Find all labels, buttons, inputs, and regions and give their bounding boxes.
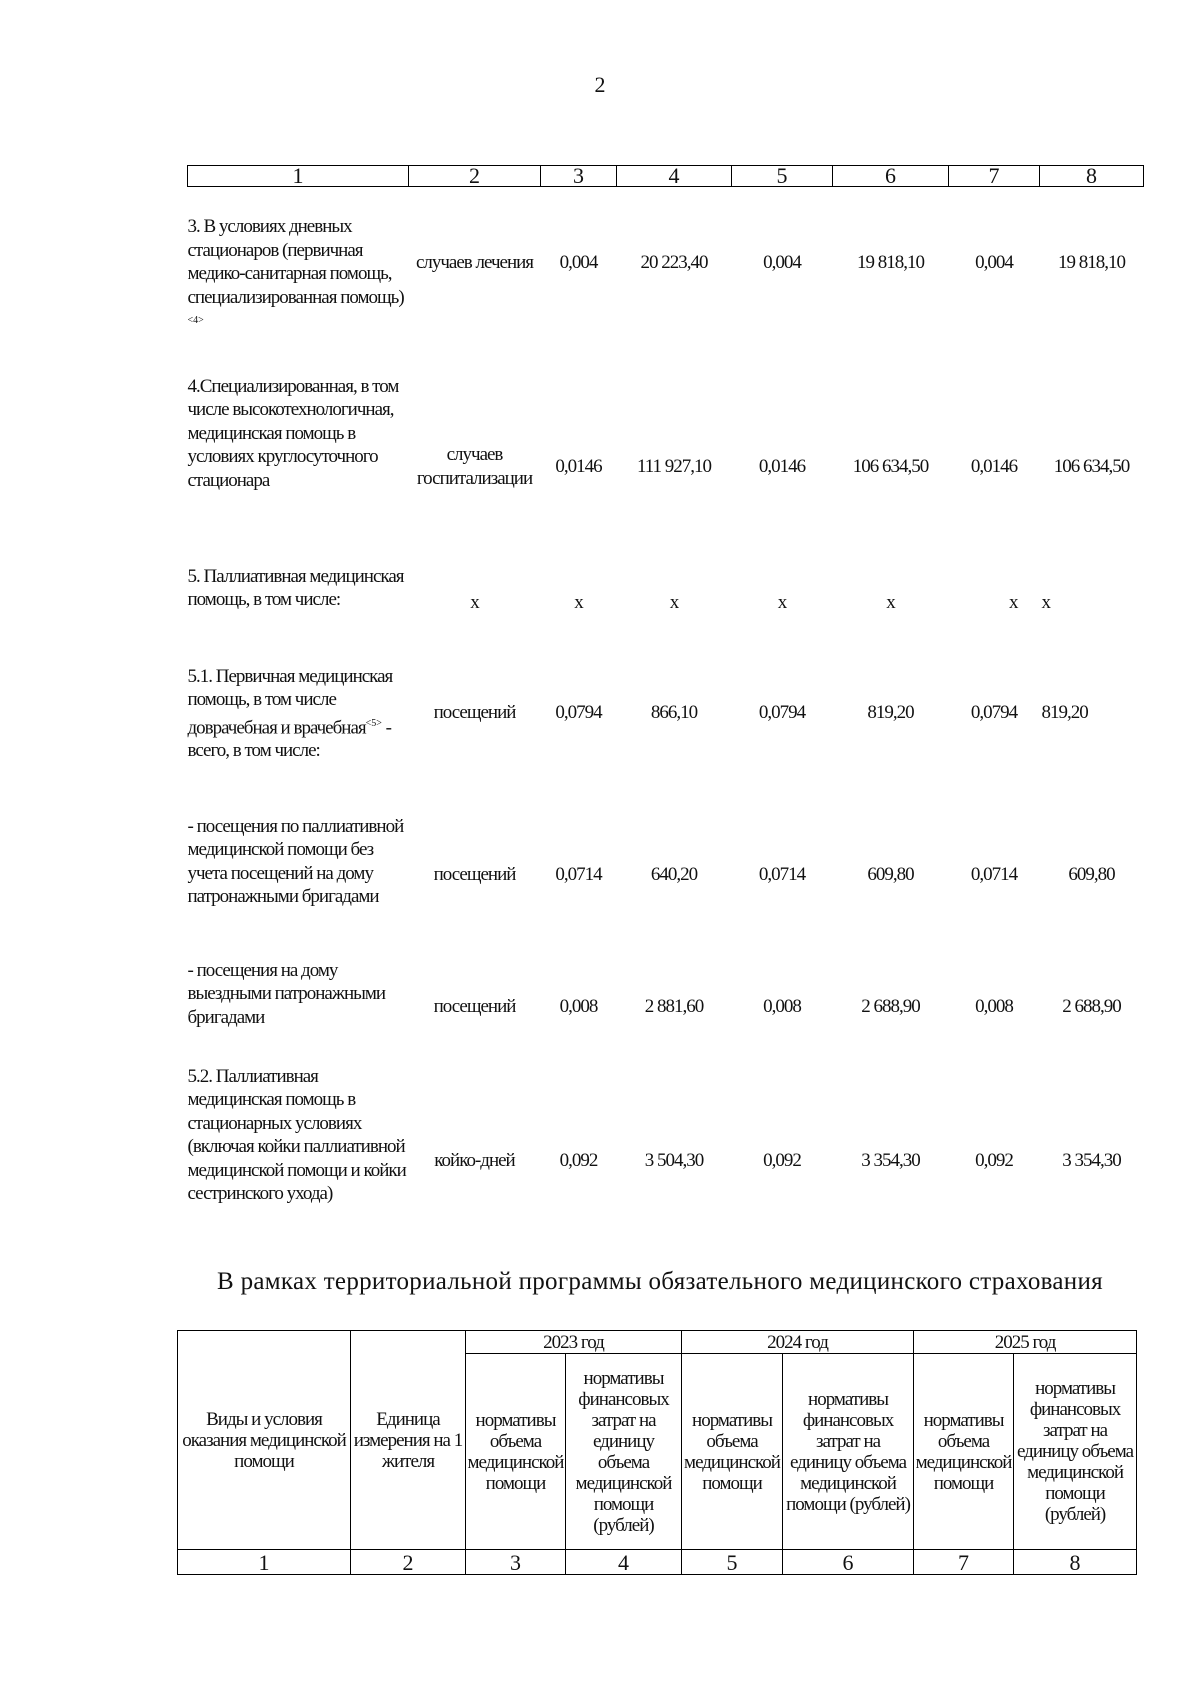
row-name: - посещения на дому выездными патронажными бригадами — [187, 959, 386, 1028]
col-number: 4 — [566, 1550, 682, 1575]
upper-table — [187, 165, 1144, 1259]
value-cell: 2 881,60 — [644, 995, 704, 1017]
header-volume: нормативы объема медицинской помощи — [682, 1354, 783, 1550]
table-row — [188, 1063, 1144, 1259]
value-cell: 106 634,50 — [1053, 455, 1130, 477]
header-unit: Единица измерения на 1 жителя — [351, 1331, 466, 1550]
value-cell: 866,10 — [650, 701, 698, 723]
unit-cell: посещений — [433, 701, 516, 723]
unit-cell: посещений — [433, 863, 516, 885]
value-cell: 819,20 — [867, 701, 914, 723]
col-number: 3 — [466, 1550, 566, 1575]
header-kinds-of-care: Виды и условия оказания медицинской помощи — [178, 1331, 351, 1550]
value-cell: 0,004 — [763, 252, 801, 273]
header-finance: нормативы финансовых затрат на единицу объема медицинской помощи (рублей) — [1014, 1354, 1137, 1550]
value-cell: 0,0794 — [970, 701, 1018, 723]
section-title: В рамках территориальной программы обязательного медицинского страхования — [217, 1268, 1103, 1295]
footnote-mark: <5> — [365, 717, 382, 729]
col-number: 8 — [1014, 1550, 1137, 1575]
value-cell: 609,80 — [867, 863, 914, 885]
value-cell: 0,0794 — [555, 701, 602, 723]
value-cell: 0,0146 — [970, 455, 1018, 477]
col-number: 7 — [914, 1550, 1014, 1575]
table-row — [188, 651, 1144, 799]
header-volume: нормативы объема медицинской помощи — [914, 1354, 1014, 1550]
value-cell: 20 223,40 — [640, 252, 708, 273]
table-row — [188, 359, 1144, 555]
col-number: 8 — [1040, 166, 1144, 187]
unit-cell: койко-дней — [434, 1149, 515, 1171]
value-cell: 0,0714 — [555, 863, 602, 885]
value-cell: 640,20 — [650, 863, 698, 885]
value-cell: 106 634,50 — [852, 455, 929, 477]
value-cell: 111 927,10 — [636, 455, 712, 477]
row-name: 5.1. Первичная медицинская помощь, в том числе доврачебная и врачебная — [187, 665, 393, 738]
value-cell: 2 688,90 — [861, 995, 920, 1017]
row-name: 5.2. Паллиативная медицинская помощь в стационарных условиях (включая койки паллиативной медицинской помощи и койки сестринского ухода) — [187, 1065, 406, 1204]
col-number: 6 — [833, 166, 949, 187]
value-cell: 819,20 — [1041, 701, 1088, 723]
value-cell: 0,004 — [975, 252, 1013, 273]
row-name: - посещения по паллиативной медицинской помощи без учета посещений на дому патронажными бригадами — [187, 815, 404, 907]
col-number: 5 — [682, 1550, 783, 1575]
table-row — [188, 951, 1144, 1063]
column-number-row — [188, 166, 1144, 187]
value-cell: 0,092 — [975, 1149, 1013, 1171]
value-cell: 0,092 — [763, 1149, 801, 1171]
year-header-row — [178, 1331, 1137, 1354]
value-cell: х — [1009, 591, 1018, 613]
value-cell: х — [886, 591, 895, 613]
year-header: 2023 год — [466, 1331, 682, 1354]
value-cell: 0,0714 — [970, 863, 1018, 885]
value-cell: х — [1041, 591, 1050, 613]
header-finance: нормативы финансовых затрат на единицу объема медицинской помощи (рублей) — [566, 1354, 682, 1550]
value-cell: 19 818,10 — [857, 252, 924, 273]
col-number: 2 — [409, 166, 541, 187]
col-number: 1 — [178, 1550, 351, 1575]
page-number: 2 — [594, 72, 606, 97]
value-cell: 0,092 — [559, 1149, 598, 1171]
table-row — [188, 799, 1144, 951]
value-cell: 0,0794 — [758, 701, 806, 723]
value-cell: 19 818,10 — [1058, 252, 1125, 273]
value-cell: х — [574, 591, 583, 613]
value-cell: х — [669, 591, 679, 613]
value-cell: 609,80 — [1068, 863, 1115, 885]
col-number: 7 — [949, 166, 1040, 187]
value-cell: 3 504,30 — [644, 1149, 704, 1171]
col-number: 6 — [783, 1550, 914, 1575]
table-row — [188, 555, 1144, 651]
unit-cell: посещений — [433, 995, 516, 1017]
value-cell: 3 354,30 — [1062, 1149, 1121, 1171]
value-cell: 0,008 — [975, 995, 1013, 1017]
value-cell: х — [777, 591, 787, 613]
unit-cell: случаев лечения — [415, 252, 534, 273]
value-cell: 0,0714 — [758, 863, 806, 885]
header-volume: нормативы объема медицинской помощи — [466, 1354, 566, 1550]
value-cell: 2 688,90 — [1062, 995, 1121, 1017]
col-number: 1 — [188, 166, 409, 187]
unit-cell: случаев госпитализации — [416, 444, 533, 489]
row-name-suffix: - всего, в том числе: — [187, 716, 391, 762]
header-finance: нормативы финансовых затрат на единицу объема медицинской помощи (рублей) — [783, 1354, 914, 1550]
row-name: 5. Паллиативная медицинская помощь, в том числе: — [187, 565, 404, 610]
value-cell: 0,008 — [763, 995, 801, 1017]
value-cell: 0,0146 — [758, 455, 806, 477]
column-number-row — [178, 1550, 1137, 1575]
row-name: 3. В условиях дневных стационаров (первичная медико-санитарная помощь, специализированная помощь) — [187, 216, 404, 308]
lower-table — [177, 1330, 1137, 1575]
col-number: 4 — [617, 166, 732, 187]
value-cell: 0,0146 — [555, 455, 602, 477]
footnote-mark: <4> — [187, 315, 204, 326]
value-cell: 0,004 — [559, 252, 598, 273]
year-header: 2025 год — [914, 1331, 1137, 1354]
col-number: 5 — [732, 166, 833, 187]
col-number: 2 — [351, 1550, 466, 1575]
table-row — [188, 187, 1144, 359]
value-cell: 3 354,30 — [861, 1149, 920, 1171]
value-cell: 0,008 — [559, 995, 598, 1017]
col-number: 3 — [541, 166, 617, 187]
year-header: 2024 год — [682, 1331, 914, 1354]
row-name: 4.Специализированная, в том числе высокотехнологичная, медицинская помощь в условиях круглосуточного стационара — [187, 375, 399, 491]
unit-cell: х — [470, 591, 479, 613]
